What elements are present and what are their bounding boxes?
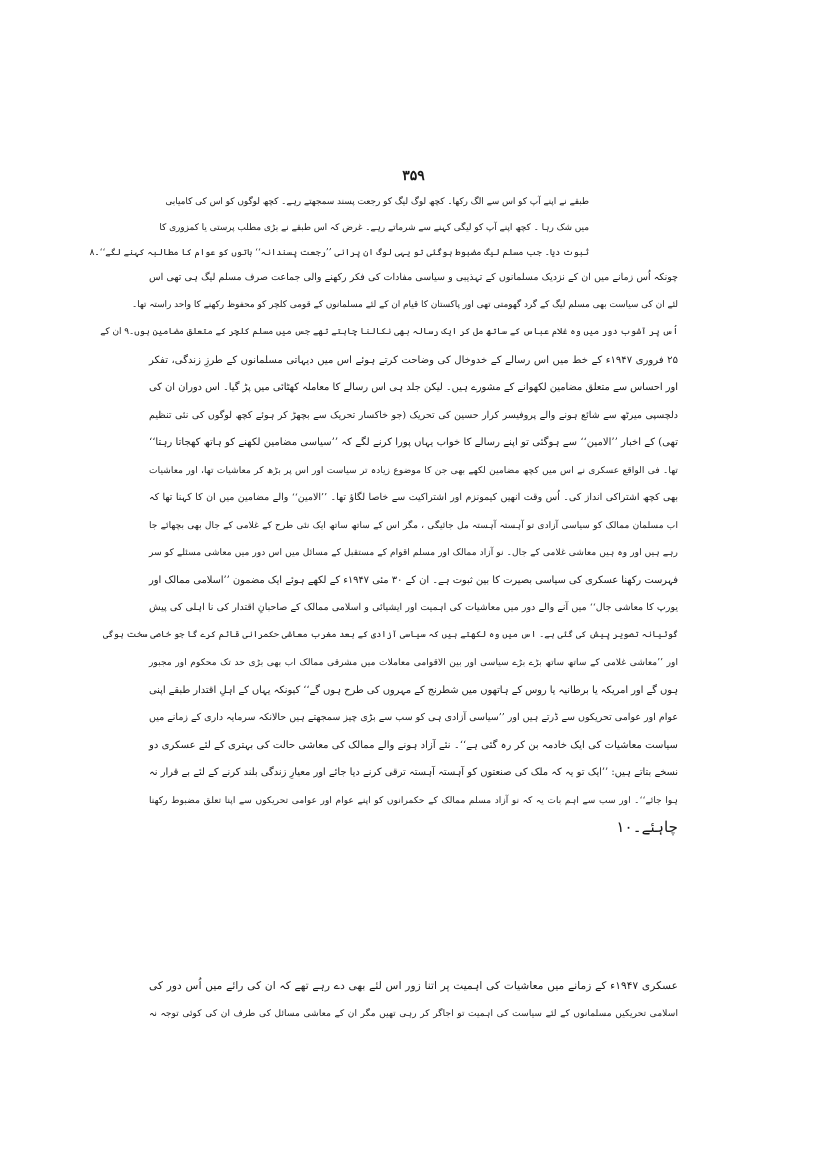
- paragraph-line: چاہئے۔۱۰: [616, 818, 678, 836]
- paragraph-line: اور ’’معاشی غلامی کے ساتھ ساتھ بڑے بڑے سیاسی اور بین الاقوامی معاملات میں مشرقی ممالک اب بھی بڑی حد تک محکوم اور مجبور: [149, 657, 678, 668]
- quote-line: میں شک رہا ۔ کچھ اپنے آپ کو لیگی کہنے سے شرماتے رہے۔ غرض کہ اس طبقے نے بڑی مطلب پرستی یا کمزوری کا: [159, 222, 589, 233]
- paragraph-line: نسخے بتاتے ہیں: ’’ایک تو یہ کہ ملک کی صنعتوں کو آہستہ آہستہ ترقی کرنے دیا جائے اور معیارِ زندگی بلند کرنے کے لئے بے قرار نہ: [149, 767, 678, 778]
- paragraph-line: دلچسپی میرٹھ سے شائع ہونے والے پروفیسر کرار حسین کی تحریک (جو خاکسار تحریک سے بچھڑ کر ہوئے کچھ لوگوں کی نئی تنظیم: [149, 409, 678, 421]
- paragraph-line: عوام اور عوامی تحریکوں سے ڈرتے ہیں اور ’’سیاسی آزادی ہی کو سب سے بڑی چیز سمجھتے ہیں حالانکہ سرمایہ داری کے زمانے میں: [149, 712, 678, 723]
- indented-quote: [89, 190, 589, 267]
- paragraph-line: ہوں گے اور امریکہ یا برطانیہ یا روس کے ہاتھوں میں شطرنج کے مہروں کی طرح ہوں گے‘‘ کیونکہ یہاں کے اہلِ اقتدار طبقے اپنی: [149, 684, 678, 696]
- paragraph-line: اسلامی تحریکیں مسلمانوں کے لئے سیاست کی اہمیت تو اجاگر کر رہی تھیں مگر ان کے معاشی مسائل کی طرف ان کی کوئی توجہ نہ: [149, 1007, 678, 1019]
- paragraph-line: ہوا جائے‘‘۔ اور سب سے اہم بات یہ کہ نو آزاد مسلم ممالک کے حکمرانوں کو اپنے عوام اور عوامی تحریکوں سے اپنا تعلق مضبوط رکھنا: [149, 794, 678, 806]
- paragraph-line: اب مسلمان ممالک کو سیاسی آزادی تو آہستہ آہستہ مل جائیگی ، مگر اس کے ساتھ ساتھ ایک نئی طرح کے غلامی کے جال بھی بچھائے جا: [149, 519, 678, 531]
- paragraph-line: تھی) کے اخبار ’’الامین‘‘ سے ہوگئی تو اپنے رسالے کا خواب یہاں پورا کرنے لگے کہ ’’سیاسی مضامین لکھنے کو ہاتھ کھجاتا رہتا‘‘: [149, 437, 678, 448]
- page-number: ۳۵۹: [402, 168, 425, 184]
- paragraph-line: چونکہ اُس زمانے میں ان کے نزدیک مسلمانوں کے تہذیبی و سیاسی مفادات کی فکر رکھنے والی جماعت صرف مسلم لیگ ہی تھی اس: [149, 272, 678, 283]
- paragraph-line: تھا۔ فی الواقع عسکری نے اس میں کچھ مضامین لکھے بھی جن کا موضوع زیادہ تر سیاست اور اس پر بڑھ کر معاشیات تھا، اور معاشیات: [149, 464, 678, 476]
- paragraph-line: ۲۵ فروری ۱۹۴۷ء کے خط میں اس رسالے کے خدوخال کی وضاحت کرتے ہوئے اس میں دیہاتی مسلمانوں کے طرزِ زندگی، تفکر: [149, 354, 678, 366]
- quote-line: ثبوت دیا۔ جب مسلم لیگ مضبوط ہوگئی تو یہی لوگ ان پرانی ’’رجعت پسندانہ‘‘ باتوں کو عوام کا مطالبہ کہنے لگے‘‘۔۸: [89, 248, 589, 258]
- quote-line: طبقے نے اپنے آپ کو اس سے الگ رکھا۔ کچھ لوگ لیگ کو رجعت پسند سمجھتے رہے۔ کچھ لوگوں کو اس کی کامیابی: [165, 197, 589, 207]
- paragraph-line: اور احساس سے متعلق مضامین لکھوانے کے مشورے ہیں۔ لیکن جلد ہی اس رسالے کا معاملہ کھٹائی میں پڑ گیا۔ اس دوران ان کی: [149, 382, 678, 393]
- paragraph-line: بھی کچھ اشتراکی انداز کی۔ اُس وقت انھیں کیمونزم اور اشتراکیت سے خاصا لگاؤ تھا۔ ’’الامین‘‘ والے مضامین میں ان کا کہنا تھا کہ: [149, 492, 678, 503]
- paragraph-line: عسکری ۱۹۴۷ء کے زمانے میں معاشیات کی اہمیت پر اتنا زور اس لئے بھی دے رہے تھے کہ ان کی رائے میں اُس دور کی: [149, 979, 678, 992]
- paragraph-line: فہرست رکھنا عسکری کی سیاسی بصیرت کا بین ثبوت ہے۔ ان کے ۳۰ مئی ۱۹۴۷ء کے لکھے ہوئے ایک مضمون ’’اسلامی ممالک اور: [149, 574, 678, 586]
- paragraph-line: گوئیانہ تصویر پیش کی گئی ہے۔ اس میں وہ لکھتے ہیں کہ سیاسی آزادی کے بعد مغرب معاشی حکمرانی قائم کرے گا جو خاصی سخت ہوگی: [103, 629, 678, 640]
- paragraph-line: یورپ کا معاشی جال‘‘ میں آنے والے دور میں معاشیات کی اہمیت اور ایشیائی و اسلامی ممالک کے صاحبانِ اقتدار کی نا اہلی کی پیش: [149, 602, 678, 613]
- body-paragraph-1: [100, 264, 678, 842]
- paragraph-line: اُس پر آشوب دور میں وہ غلام عباس کے ساتھ مل کر ایک رسالہ بھی نکالنا چاہتے تھے جس میں مسلم کلچر کے متعلق مضامین ہوں۔۹ ان کے: [100, 327, 678, 337]
- paragraph-line: رہے ہیں اور وہ ہیں معاشی غلامی کے جال۔ نو آزاد ممالک اور مسلم اقوام کے مستقبل کے مسائل میں اس دور میں معاشی مسئلے کو سر: [149, 547, 678, 558]
- paragraph-line: سیاست معاشیات کی ایک خادمہ بن کر رہ گئی ہے‘‘۔ نئے آزاد ہونے والے ممالک کی معاشی حالت کی بہتری کے لئے عسکری دو: [149, 739, 678, 751]
- paragraph-line: لئے ان کی سیاست بھی مسلم لیگ کے گرد گھومتی تھی اور پاکستان کا قیام ان کے لئے مسلمانوں کے قومی کلچر کو محفوظ رکھنے کا واحد راستہ تھا۔: [131, 299, 678, 310]
- body-paragraph-2: [149, 972, 678, 1027]
